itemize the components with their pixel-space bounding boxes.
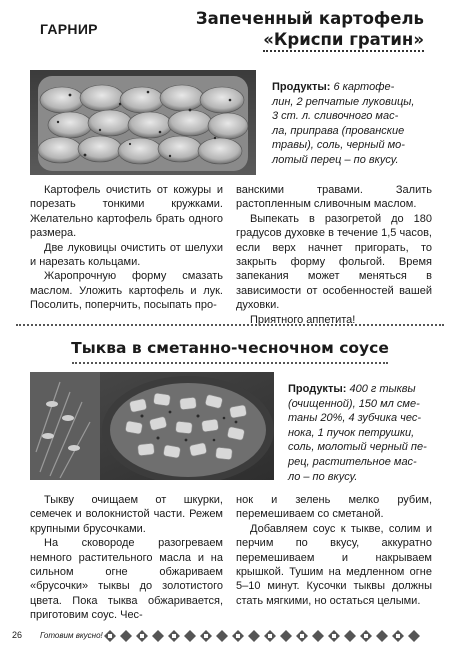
ingredients-line: 3 ст. л. сливочного мас- bbox=[272, 110, 399, 123]
magazine-name: Готовим вкусно! bbox=[40, 631, 103, 640]
ingredients-line: 6 картофе- bbox=[333, 81, 395, 93]
footer-ornament-icon bbox=[104, 629, 434, 647]
recipe1-column-left bbox=[30, 183, 223, 313]
ingredients-line: ла, приправа (прованские bbox=[272, 124, 405, 137]
ingredients-line: (очищенной), 150 мл сме- bbox=[288, 397, 420, 410]
paragraph: Две луковицы очистить от шелухи и нарезать кольцами. bbox=[30, 241, 223, 269]
recipe2-column-left bbox=[30, 493, 223, 623]
ingredients-label: Продукты: bbox=[288, 383, 347, 395]
page-number: 26 bbox=[12, 630, 23, 640]
recipe1-title-line2: «Криспи гратин» bbox=[263, 30, 424, 52]
recipe2-ingredients bbox=[288, 382, 432, 484]
paragraph: нок и зелень мелко рубим, перемешиваем со сметаной. bbox=[236, 494, 432, 521]
ingredients-line: соль, молотый черный пе- bbox=[288, 441, 427, 454]
ingredients-line: рец, растительное мас- bbox=[288, 455, 417, 468]
ingredients-line: ло – по вкусу. bbox=[288, 470, 358, 483]
paragraph: Добавляем соус к тыкве, солим и перчим по вкусу, аккуратно перемешиваем и накрываем крышкой. Тушим на медленном огне 5–10 минут. Кусочки тыквы должны стать мягкими, но остаться целыми. bbox=[236, 522, 432, 607]
paragraph: Жаропрочную форму смазать маслом. Уложить картофель и лук. Посолить, поперчить, посыпать про- bbox=[30, 270, 223, 312]
potato-gratin-photo bbox=[30, 70, 256, 175]
ingredients-line: таны 20%, 4 зубчика чес- bbox=[288, 412, 422, 425]
paragraph: Тыкву очищаем от шкурки, семечек и волокнистой части. Режем крупными брусочками. bbox=[30, 494, 223, 535]
ingredients-label: Продукты: bbox=[272, 81, 331, 93]
pumpkin-dish-photo bbox=[30, 372, 274, 480]
section-title: ГАРНИР bbox=[40, 21, 98, 37]
paragraph: Картофель очистить от кожуры и порезать тонкими кружками. Желательно картофель брать одного размера. bbox=[30, 184, 223, 240]
ingredients-line: 400 г тыквы bbox=[349, 383, 416, 395]
title-underline bbox=[72, 362, 388, 364]
recipe1-title bbox=[164, 8, 424, 50]
recipe1-column-right bbox=[236, 183, 432, 327]
paragraph: Приятного аппетита! bbox=[250, 313, 356, 326]
paragraph: Выпекать в разогретой до 180 градусов духовке в течение 1,5 часов, если верх начнет пригорать, то закрыть форму фольгой. Время запекания может меняться в зависимости от особенностей вашей духовки. bbox=[236, 212, 432, 312]
recipe1-ingredients bbox=[272, 80, 430, 168]
recipe2-title: Тыква в сметанно-чесночном соусе bbox=[71, 339, 389, 357]
paragraph: На сковороде разогреваем немного растительного масла и на сильном огне обжариваем «брусочки» тыквы до золотистого цвета. Пока тыква обжаривается, приготовим соус. Чес- bbox=[30, 537, 223, 622]
recipe2-column-right bbox=[236, 493, 432, 608]
ingredients-line: нока, 1 пучок петрушки, bbox=[288, 426, 415, 439]
recipe1-title-line1: Запеченный картофель bbox=[195, 9, 424, 28]
paragraph: ванскими травами. Залить растопленным сливочным маслом. bbox=[236, 184, 432, 211]
ingredients-line: лотый перец – по вкусу. bbox=[272, 153, 399, 166]
section-divider bbox=[16, 324, 444, 326]
ingredients-line: травы), соль, черный мо- bbox=[272, 139, 405, 152]
ingredients-line: лин, 2 репчатые луковицы, bbox=[272, 95, 415, 108]
